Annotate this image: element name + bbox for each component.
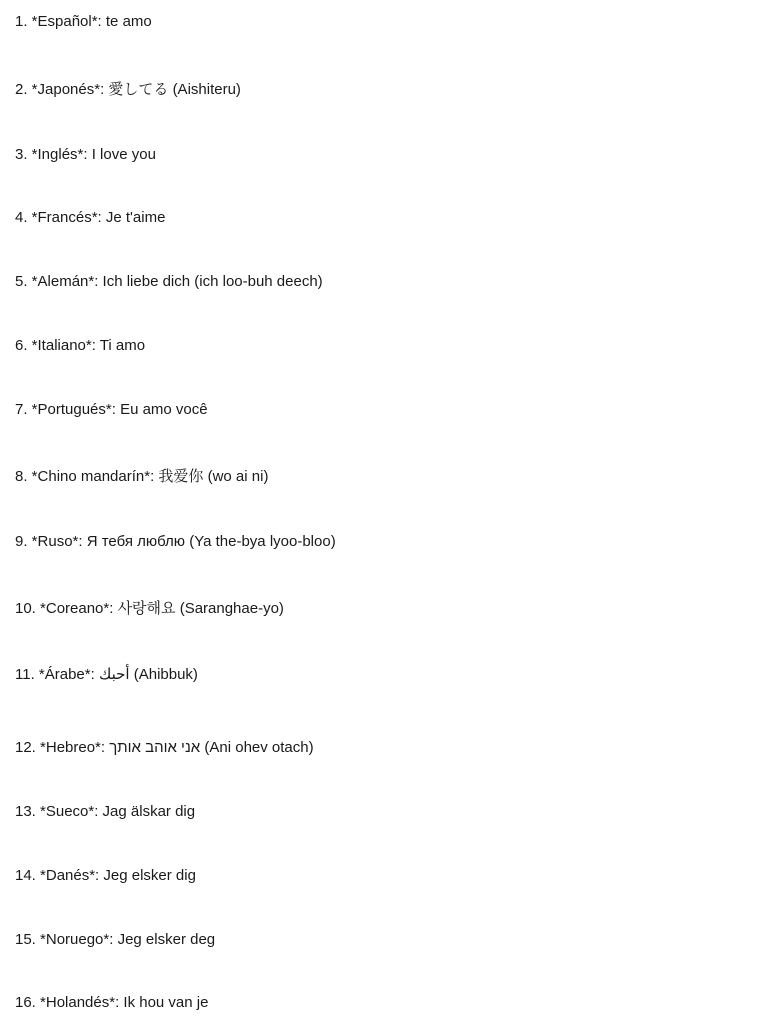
list-item: 14. *Danés*: Jeg elsker dig — [15, 867, 196, 884]
list-item: 10. *Coreano*: 사랑해요 (Saranghae-yo) — [15, 600, 284, 617]
list-item: 5. *Alemán*: Ich liebe dich (ich loo-buh deech) — [15, 273, 323, 290]
list-item: 13. *Sueco*: Jag älskar dig — [15, 803, 196, 820]
list-item: 11. *Árabe*: أحبك (Ahibbuk) — [15, 666, 198, 683]
list-item: 8. *Chino mandarín*: 我爱你 (wo ai ni) — [15, 468, 269, 485]
list-item: 3. *Inglés*: I love you — [15, 146, 156, 163]
list-item: 16. *Holandés*: Ik hou van je — [15, 994, 209, 1011]
list-item: 2. *Japonés*: 愛してる (Aishiteru) — [15, 81, 241, 98]
list-item: 6. *Italiano*: Ti amo — [15, 337, 146, 354]
list-item: 1. *Español*: te amo — [15, 13, 152, 30]
list-item: 4. *Francés*: Je t'aime — [15, 209, 166, 226]
list-item: 15. *Noruego*: Jeg elsker deg — [15, 931, 216, 948]
list-item: 9. *Ruso*: Я тебя люблю (Ya the-bya lyoo-bloo) — [15, 533, 336, 550]
list-item: 12. *Hebreo*: אני אוהב אותך (Ani ohev otach) — [15, 739, 314, 756]
list-item: 7. *Portugués*: Eu amo você — [15, 401, 208, 418]
